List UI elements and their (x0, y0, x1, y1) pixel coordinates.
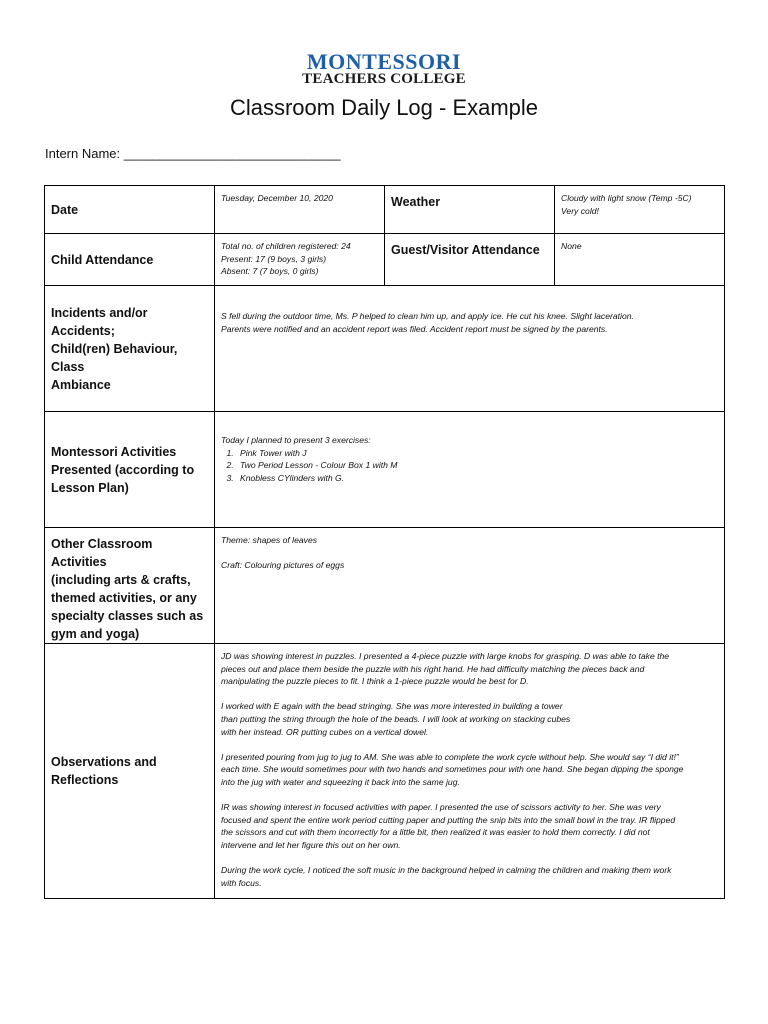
montessori-activities-label: Montessori Activities Presented (according to Lesson Plan) (45, 412, 215, 528)
observations-row (45, 644, 725, 899)
activity-item: 2. Two Period Lesson - Colour Box 1 with M (236, 459, 718, 472)
child-attendance-value: Total no. of children registered: 24 Present: 17 (9 boys, 3 girls) Absent: 7 (7 boys, 0 girls) (215, 234, 385, 286)
other-activities-row (45, 528, 725, 644)
logo-line-1: MONTESSORI (306, 49, 462, 74)
incidents-row (45, 286, 725, 412)
intern-name-field[interactable]: ______________________________ (123, 146, 341, 161)
date-weather-row (45, 186, 725, 234)
attendance-row (45, 234, 725, 286)
observations-label: Observations and Reflections (45, 644, 215, 899)
observations-value: JD was showing interest in puzzles. I presented a 4-piece puzzle with large knobs for grasping. D was able to take the pieces out and place them beside the puzzle with his right hand. He had difficulty matching the pieces back and manipulating the puzzle pieces to fit. I think a 1-piece puzzle would be best for D. I worked with E again with the bead stringing. She was more interested in building a tower than putting the string through the hole of the beads. I will look at working on stacking cubes with her instead. OR putting cubes on a vertical dowel. I presented pouring from jug to jug to AM. She was able to complete the work cycle without help. She would say “I did it!” each time. She would sometimes pour with two hands and sometimes pour with one hand. She began dipping the sponge into the jug with water and squeezing it back into the same jug. IR was showing interest in focused activities with paper. I presented the use of scissors activity to her. She was very focused and spent the entire work period cutting paper and putting the snip bits into the small bowl in the tray. IR flipped the scissors and cut with them incorrectly for a little bit, then realized it was easier to hold them correctly. I did not intervene and let her figure this out on her own. During the work cycle, I noticed the soft music in the background helped in calming the children and making them work with focus. (215, 644, 725, 899)
intern-name-label: Intern Name: (45, 146, 124, 161)
child-attendance-label: Child Attendance (45, 234, 215, 286)
daily-log-table (44, 185, 725, 899)
montessori-activities-value: Today I planned to present 3 exercises: 1. Pink Tower with J 2. Two Period Lesson - Colour Box 1 with M 3. Knobless CYlinders with G. (215, 412, 725, 528)
activity-item: 3. Knobless CYlinders with G. (236, 472, 718, 485)
intern-name-row (45, 146, 341, 161)
date-value: Tuesday, December 10, 2020 (215, 186, 385, 234)
other-activities-value: Theme: shapes of leaves Craft: Colouring pictures of eggs (215, 528, 725, 644)
incidents-value: S fell during the outdoor time, Ms. P helped to clean him up, and apply ice. He cut his knee. Slight laceration. Parents were notified and an accident report was filed. Accident report must be signed by the parents. (215, 286, 725, 412)
weather-value: Cloudy with light snow (Temp -5C) Very cold! (555, 186, 725, 234)
guest-attendance-value: None (555, 234, 725, 286)
date-label: Date (45, 186, 215, 234)
incidents-label: Incidents and/or Accidents; Child(ren) Behaviour, Class Ambiance (45, 286, 215, 412)
logo-line-2: TEACHERS COLLEGE (302, 71, 466, 87)
activity-item: 1. Pink Tower with J (236, 447, 718, 460)
activity-list (221, 447, 718, 485)
guest-attendance-label: Guest/Visitor Attendance (385, 234, 555, 286)
weather-label: Weather (385, 186, 555, 234)
other-activities-label: Other Classroom Activities (including arts & crafts, themed activities, or any specialty classes such as gym and yoga) (45, 528, 215, 644)
page-title: Classroom Daily Log - Example (229, 95, 539, 120)
college-logo (0, 49, 768, 87)
montessori-row (45, 412, 725, 528)
